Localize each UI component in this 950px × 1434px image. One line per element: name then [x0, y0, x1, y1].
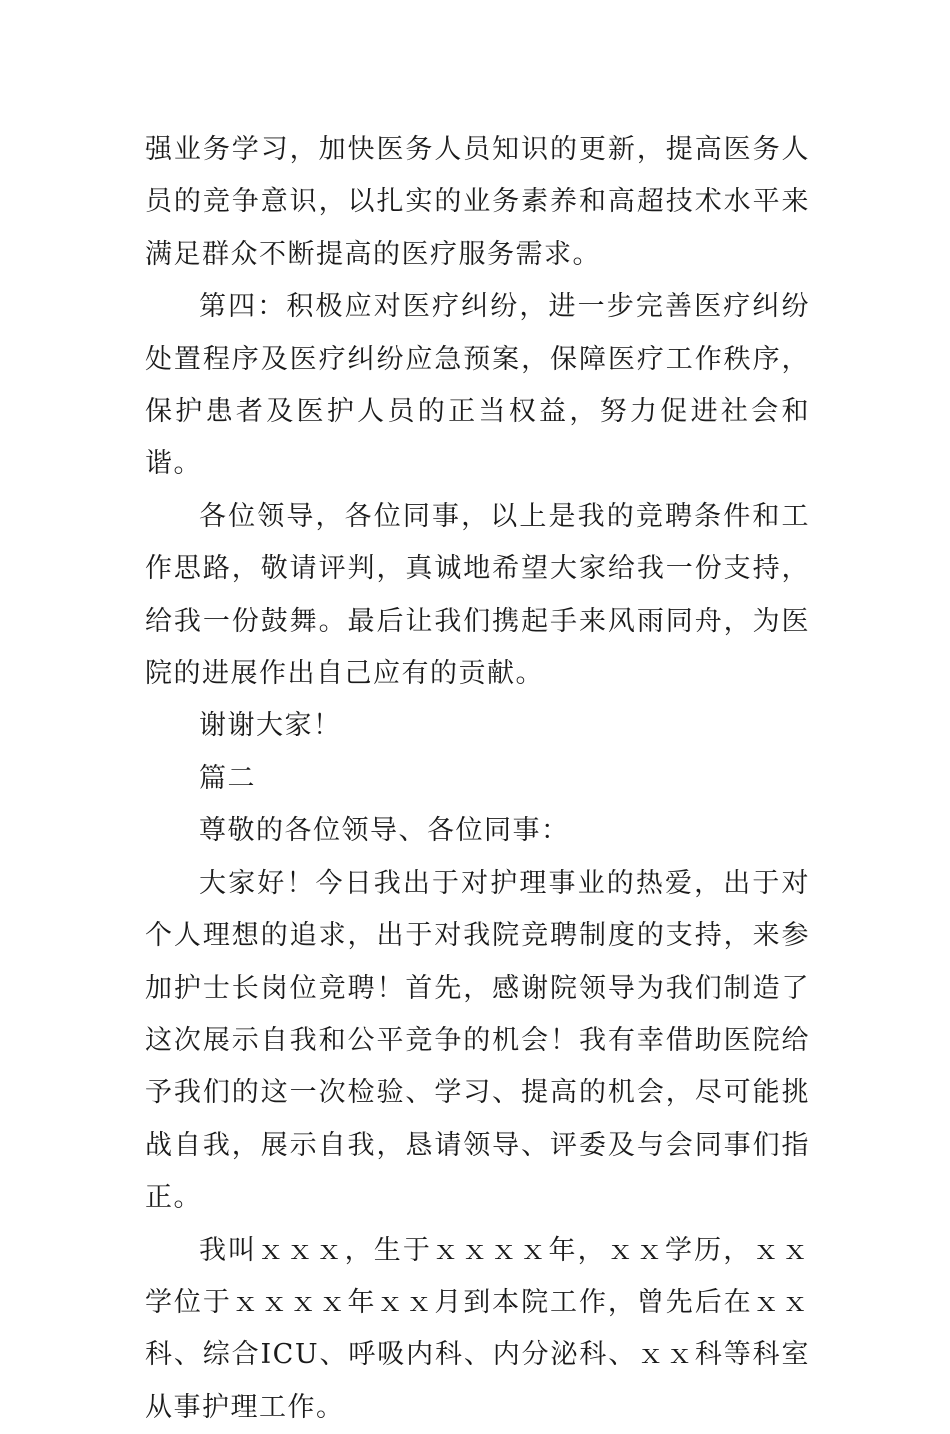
salutation: 尊敬的各位领导、各位同事：: [199, 815, 570, 847]
paragraph-2: 第四：积极应对医疗纠纷，进一步完善医疗纠纷处置程序及医疗纠纷应急预案，保障医疗工作秩序，保护患者及医护人员的正当权益，努力促进社会和谐。: [145, 291, 810, 480]
paragraph-4: 谢谢大家！: [199, 710, 342, 742]
document-body: [145, 124, 810, 1434]
paragraph-3: 各位领导，各位同事，以上是我的竞聘条件和工作思路，敬请评判，真诚地希望大家给我一份支持，给我一份鼓舞。最后让我们携起手来风雨同舟，为医院的进展作出自己应有的贡献。: [145, 500, 810, 690]
paragraph-7: 大家好！今日我出于对护理事业的热爱，出于对个人理想的追求，出于对我院竞聘制度的支持，来参加护士长岗位竞聘！首先，感谢院领导为我们制造了这次展示自我和公平竞争的机会！我有幸借助医院给予我们的这一次检验、学习、提高的机会，尽可能挑战自我，展示自我，恳请领导、评委及与会同事们指正。: [145, 867, 810, 1214]
paragraph-8: 我叫ｘｘｘ，生于ｘｘｘｘ年，ｘｘ学历，ｘｘ学位于ｘｘｘｘ年ｘｘ月到本院工作，曾先后在ｘｘ科、综合ICU、呼吸内科、内分泌科、ｘｘ科等科室从事护理工作。: [145, 1234, 810, 1423]
section-heading: 篇二: [199, 762, 256, 794]
paragraph-1: 强业务学习，加快医务人员知识的更新，提高医务人员的竞争意识，以扎实的业务素养和高超技术水平来满足群众不断提高的医疗服务需求。: [145, 134, 810, 270]
